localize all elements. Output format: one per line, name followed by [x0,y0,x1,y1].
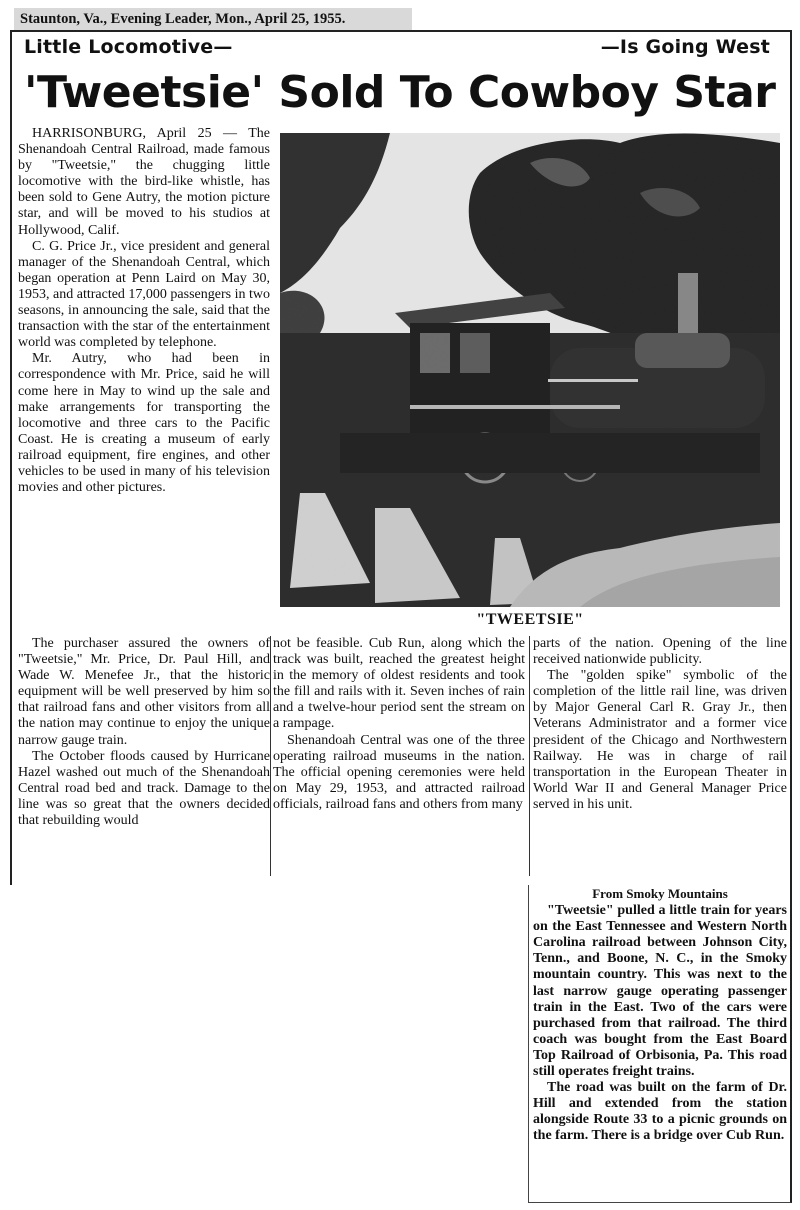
locomotive-photo [280,133,780,607]
locomotive-photo-illustration [280,133,780,607]
paragraph: Mr. Autry, who had been in correspondence with Mr. Price, said he will come here in May to wind up the sale and make arrangements for transporting the locomotive and three cars to the Pacific Coast. He is creating a museum of early railroad equipment, fire engines, and other vehicles to be used in many of his television movies and other pictures. [18,351,270,496]
kicker-left: Little Locomotive— [24,36,233,58]
paragraph: C. G. Price Jr., vice president and general manager of the Shenandoah Central, which began operation at Penn Laird on May 30, 1953, and attracted 17,000 passengers in two seasons, in announcing the sale, said that the transaction with the star of the entertainment world was completed by telephone. [18,238,270,351]
paragraph: HARRISONBURG, April 25 — The Shenandoah Central Railroad, made famous by "Tweetsie," the chugging little locomotive with the bird-like whistle, has been sold to Gene Autry, the motion picture star, and will be moved to his studios at Hollywood, Calif. [18,126,270,238]
photo-caption: "TWEETSIE" [476,611,584,628]
article-column-2 [273,636,525,813]
column-rule [529,636,530,876]
article-column-3 [533,636,787,813]
paragraph: The purchaser assured the owners of "Tweetsie," Mr. Price, Dr. Paul Hill, and Wade W. Menefee Jr., that the historic equipment will be well preserved by him so that railroad fans and other visitors from all the nation may continue to enjoy the unique narrow gauge train. [18,636,270,748]
paragraph: parts of the nation. Opening of the line received nationwide publicity. [533,636,787,668]
kicker-right: —Is Going West [600,36,770,58]
article-column-3-continued [533,884,787,1145]
article-column-1-continued [18,636,270,829]
paragraph: "Tweetsie" pulled a little train for years on the East Tennessee and Western North Carolina railroad between Johnson City, Tenn., and Boone, N. C., in the Smoky mountain country. This was next to the last narrow gauge operating passenger train in the East. Two of the cars were purchased from that railroad. The third coach was bought from the East Board Top Railroad of Orbisonia, Pa. This road still operates freight trains. [533,903,787,1080]
column-rule [270,636,271,876]
article-column-1 [18,126,270,496]
paragraph: The road was built on the farm of Dr. Hill and extended from the station alongside Route 33 to a picnic grounds on the farm. There is a bridge over Cub Run. [533,1080,787,1144]
paragraph: The October floods caused by Hurricane Hazel washed out much of the Shenandoah Central road bed and track. Damage to the line was so great that the owners decided that rebuilding would [18,748,270,829]
paragraph: The "golden spike" symbolic of the completion of the little rail line, was driven by Major General Carl R. Gray Jr., then Veterans Administrator and a former vice president of the Chicago and Northwestern Railway. He was in charge of rail transportation in the European Theater in World War II and General Manager Price served in his unit. [533,668,787,812]
paragraph: Shenandoah Central was one of the three operating railroad museums in the nation. The official opening ceremonies were held on May 29, 1953, and attracted railroad officials, railroad fans and others from many [273,732,525,812]
subheading: From Smoky Mountains [592,886,728,901]
headline: 'Tweetsie' Sold To Cowboy Star [24,67,776,118]
paragraph: not be feasible. Cub Run, along which the track was built, reached the greatest height in the memory of oldest residents and took the fill and rails with it. Seven inches of rain and a twelve-hour period sent the stream on a rampage. [273,636,525,732]
dateline: Staunton, Va., Evening Leader, Mon., April 25, 1955. [14,8,412,30]
